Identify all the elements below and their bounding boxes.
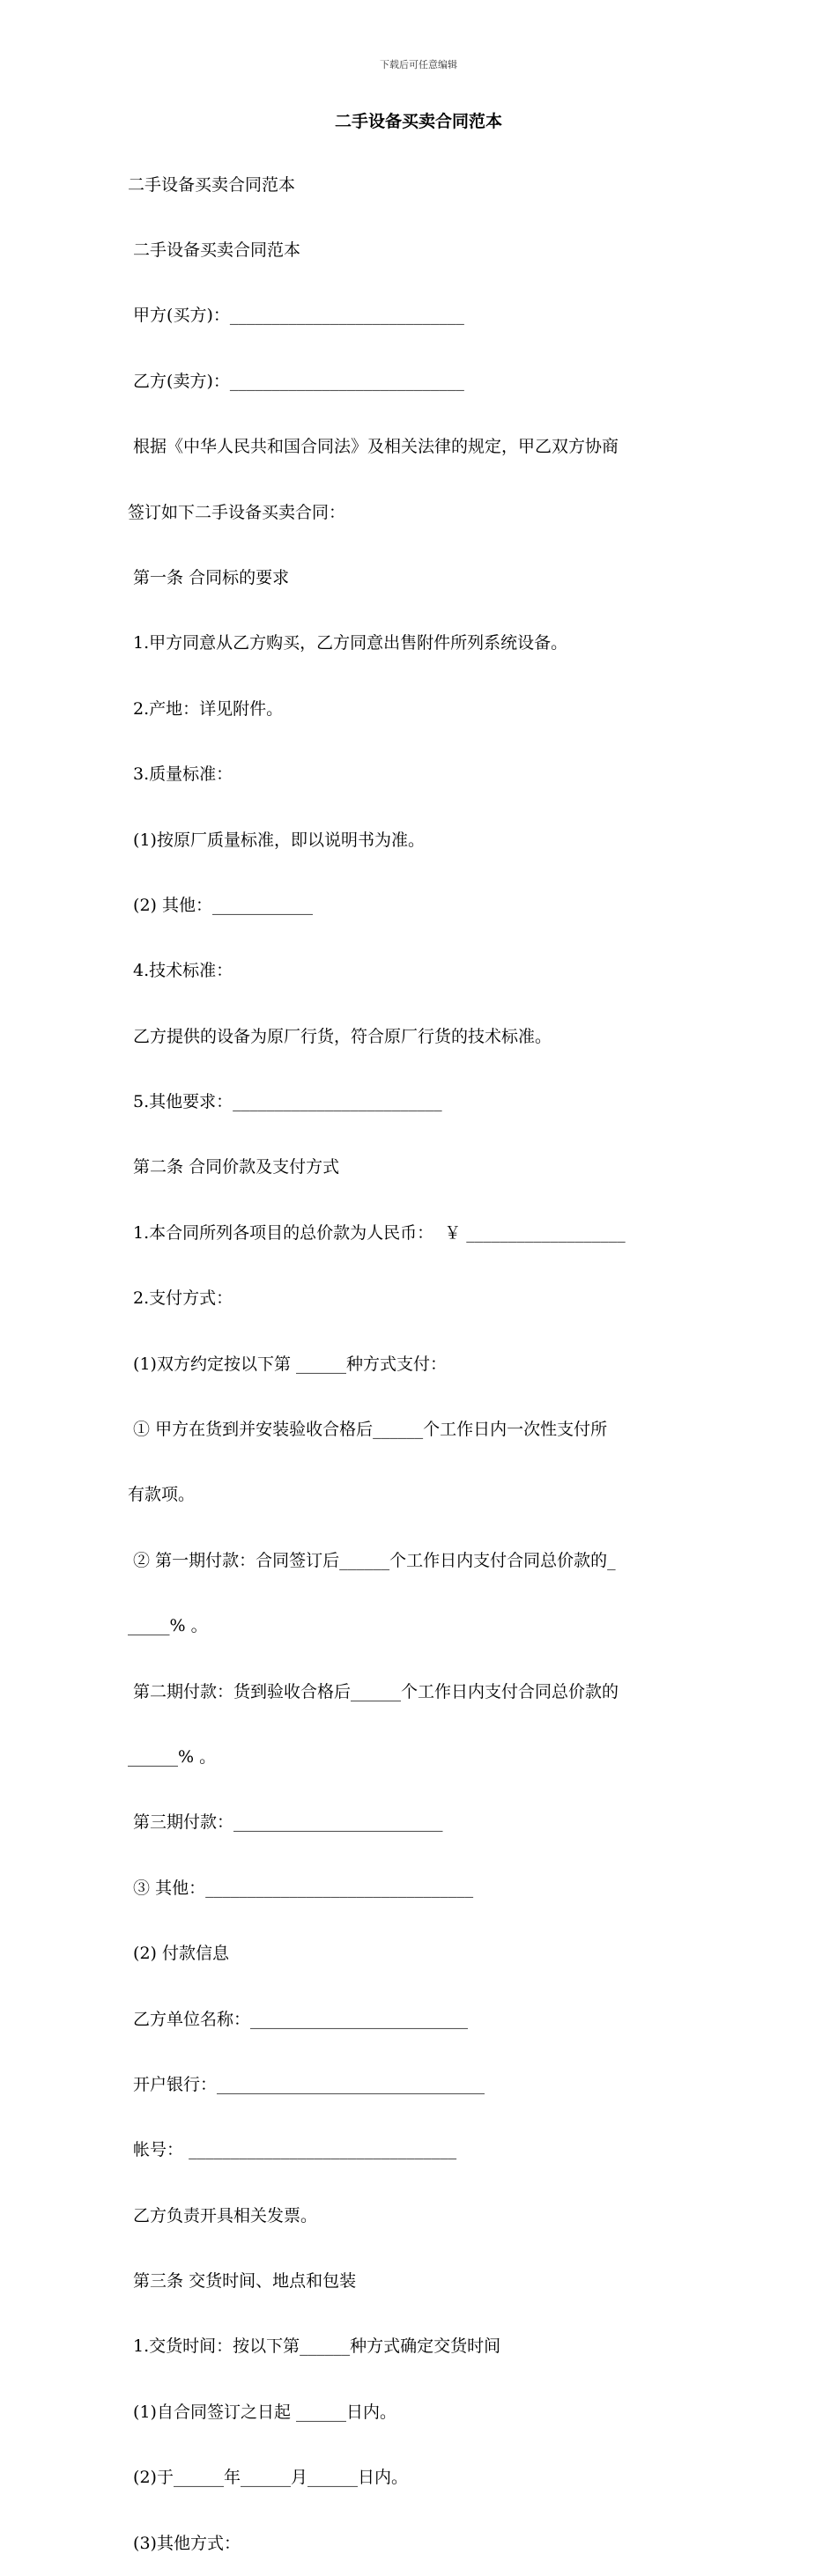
body-line: 帐号： ________________________________	[128, 2140, 457, 2160]
body-line: 第三条 交货时间、地点和包装	[128, 2271, 357, 2292]
body-line: 有款项。	[128, 1485, 196, 1505]
body-line: ② 第一期付款：合同签订后______个工作日内支付合同总价款的_	[128, 1550, 616, 1570]
body-line: (1)按原厂质量标准，即以说明书为准。	[128, 830, 425, 850]
body-line: ______% 。	[128, 1746, 217, 1767]
body-line: (2)于______年______月______日内。	[128, 2468, 408, 2488]
body-line: (1)双方约定按以下第 ______种方式支付：	[128, 1354, 448, 1374]
body-line: 二手设备买卖合同范本	[128, 174, 296, 195]
body-line: 根据《中华人民共和国合同法》及相关法律的规定，甲乙双方协商	[128, 437, 619, 457]
body-line: 1.交货时间：按以下第______种方式确定交货时间	[128, 2336, 501, 2357]
body-line: 乙方单位名称：__________________________	[128, 2009, 469, 2029]
body-line: (2) 付款信息	[128, 1944, 230, 1964]
body-line: 甲方(买方)：____________________________	[128, 306, 464, 326]
body-line: 第三期付款：_________________________	[128, 1812, 443, 1833]
body-line: 乙方负责开具相关发票。	[128, 2205, 318, 2225]
document-body	[128, 130, 714, 2576]
body-line: 第二条 合同价款及支付方式	[128, 1157, 340, 1177]
body-line: 3.质量标准：	[128, 764, 233, 785]
body-line: 乙方提供的设备为原厂行货，符合原厂行货的技术标准。	[128, 1026, 552, 1046]
body-line: 1.甲方同意从乙方购买，乙方同意出售附件所列系统设备。	[128, 633, 568, 653]
body-line: 二手设备买卖合同范本	[128, 240, 301, 260]
body-line: 第二期付款：货到验收合格后______个工作日内支付合同总价款的	[128, 1681, 619, 1701]
body-line: (1)自合同签订之日起 ______日内。	[128, 2402, 397, 2422]
document-title: 二手设备买卖合同范本	[334, 112, 502, 131]
body-line: ③ 其他：________________________________	[128, 1878, 474, 1898]
body-line: 1.本合同所列各项目的总价款为人民币： ￥ ___________________	[128, 1222, 626, 1243]
body-line: (3)其他方式：	[128, 2533, 241, 2553]
body-line: 开户银行：________________________________	[128, 2074, 485, 2094]
body-line: 第一条 合同标的要求	[128, 567, 290, 587]
body-line: 5.其他要求：_________________________	[128, 1092, 442, 1112]
body-line: (2) 其他：____________	[128, 895, 314, 915]
body-line: 乙方(卖方)：____________________________	[128, 371, 464, 391]
body-line: _____% 。	[128, 1616, 208, 1636]
body-line: 4.技术标准：	[128, 961, 233, 981]
body-line: 签订如下二手设备买卖合同：	[128, 502, 346, 522]
body-line: ① 甲方在货到并安装验收合格后______个工作日内一次性支付所	[128, 1420, 608, 1440]
body-line: 2.产地：详见附件。	[128, 698, 284, 719]
header-note: 下载后可任意编辑	[380, 59, 457, 70]
body-line: 2.支付方式：	[128, 1288, 233, 1309]
